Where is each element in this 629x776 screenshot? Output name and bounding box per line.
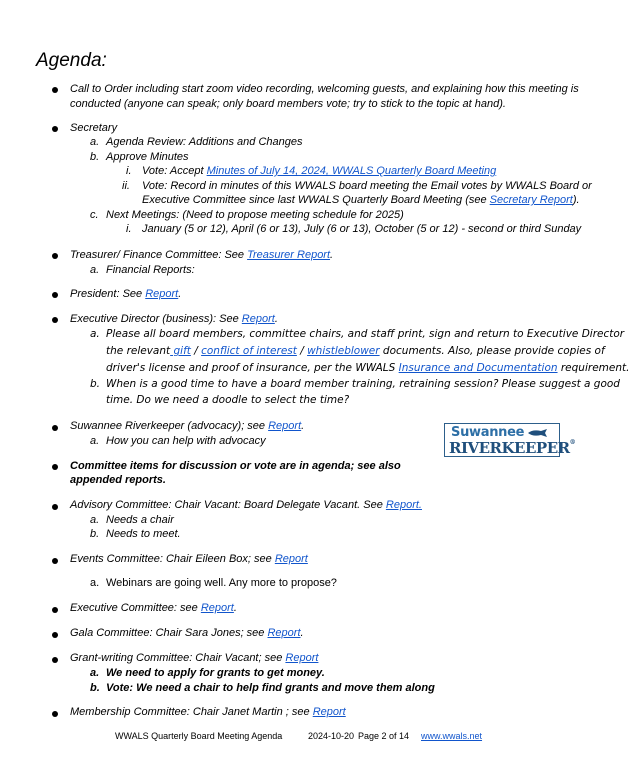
gala-report-link[interactable]: Report	[267, 627, 301, 639]
vote-accept-line	[142, 164, 496, 178]
list-marker: a.	[90, 136, 100, 148]
committee-items-line2: appended reports.	[70, 474, 166, 486]
footer-page: Page 2 of 14	[358, 731, 410, 741]
vote-record-text: Executive Committee since last WWALS Quarterly Board Meeting (see	[142, 194, 490, 206]
list-marker: a.	[90, 328, 100, 340]
punctuation: .	[300, 627, 304, 639]
secretary-report-link[interactable]: Secretary Report	[489, 194, 573, 206]
list-marker: i.	[126, 165, 132, 177]
advisory-report-link[interactable]: Report.	[385, 499, 422, 511]
registered-mark: ®	[569, 439, 576, 446]
president-line	[70, 287, 181, 301]
webinars-text: Webinars are going well. Any more to propose?	[106, 577, 337, 589]
treasurer-report-link[interactable]: Treasurer Report	[247, 249, 331, 261]
footer-title: WWALS Quarterly Board Meeting Agenda	[115, 731, 283, 741]
grant-writing-text: Grant-writing Committee: Chair Vacant; see	[70, 652, 286, 664]
documents-text: documents. Also, please provide copies of	[379, 345, 605, 357]
requirement-text: requirement.	[557, 362, 629, 374]
punctuation: .	[178, 288, 182, 300]
meeting-dates-text: January (5 or 12), April (6 or 13), July (6 or 13), October (5 or 12) - second or third Sunday	[142, 223, 582, 235]
membership-line	[70, 705, 346, 719]
logo-line2	[449, 439, 575, 457]
list-marker: a.	[90, 435, 100, 447]
logo-wordmark: RIVERKEEPER	[449, 439, 570, 457]
bullet-icon	[52, 711, 58, 717]
treasurer-text: Treasurer/ Finance Committee: See	[70, 249, 248, 261]
bullet-icon	[52, 253, 58, 259]
footer-date: 2024-10-20	[308, 731, 355, 741]
advisory-line	[70, 498, 422, 512]
executive-director-line	[70, 312, 278, 326]
vote-record-line2	[142, 193, 580, 207]
bullet-icon	[52, 425, 58, 431]
bullet-icon	[52, 126, 58, 132]
whistleblower-link[interactable]: whistleblower	[307, 345, 380, 357]
bullet-icon	[52, 558, 58, 564]
executive-director-text: Executive Director (business): See	[70, 313, 242, 325]
punctuation: .	[274, 313, 278, 325]
treasurer-line	[70, 248, 333, 262]
president-report-link[interactable]: Report	[145, 288, 179, 300]
list-marker: b.	[90, 378, 101, 390]
bullet-icon	[52, 632, 58, 638]
vote-record-line1: Vote: Record in minutes of this WWALS board meeting the Email votes by WWALS Board or	[142, 180, 592, 192]
punctuation: ).	[572, 194, 580, 206]
executive-committee-report-link[interactable]: Report	[200, 602, 234, 614]
riverkeeper-text: Suwannee Riverkeeper (advocacy); see	[70, 420, 269, 432]
grant-writing-report-link[interactable]: Report	[285, 652, 319, 664]
financial-reports-text: Financial Reports:	[106, 264, 195, 276]
punctuation: .	[330, 249, 334, 261]
list-marker: a.	[90, 264, 100, 276]
logo-line1: Suwannee	[451, 425, 525, 440]
list-marker: b.	[90, 528, 100, 540]
events-text: Events Committee: Chair Eileen Box; see	[70, 553, 275, 565]
license-text: driver's license and proof of insurance, per the WWALS	[106, 362, 399, 374]
bullet-icon	[52, 657, 58, 663]
page-title: Agenda:	[36, 50, 107, 71]
vote-accept-text: Vote: Accept	[142, 165, 207, 177]
executive-committee-line	[70, 601, 237, 615]
vote-chair-text: Vote: We need a chair to help find grants and move them along	[106, 682, 435, 694]
relevant-text: the relevant	[106, 345, 171, 357]
minutes-link[interactable]: Minutes of July 14, 2024, WWALS Quarterly Board Meeting	[206, 165, 497, 177]
list-marker: b.	[90, 151, 100, 163]
list-marker: b.	[90, 682, 100, 694]
fish-icon	[527, 429, 551, 437]
next-meetings-text: Next Meetings: (Need to propose meeting schedule for 2025)	[106, 209, 404, 221]
riverkeeper-line	[70, 419, 304, 433]
committee-items-line1: Committee items for discussion or vote are in agenda; see also	[70, 460, 401, 472]
events-report-link[interactable]: Report	[274, 553, 308, 565]
training-line1: When is a good time to have a board member training, retraining session? Please suggest a good	[106, 378, 620, 390]
approve-minutes-text: Approve Minutes	[106, 151, 189, 163]
gala-text: Gala Committee: Chair Sara Jones; see	[70, 627, 268, 639]
advisory-text: Advisory Committee: Chair Vacant: Board Delegate Vacant. See	[70, 499, 386, 511]
secretary-title: Secretary	[70, 122, 118, 134]
bullet-icon	[52, 292, 58, 298]
bullet-icon	[52, 464, 58, 470]
grant-writing-line	[70, 651, 318, 665]
executive-director-report-link[interactable]: Report	[241, 313, 275, 325]
needs-meet-text: Needs to meet.	[106, 528, 181, 540]
insurance-documentation-link[interactable]: Insurance and Documentation	[398, 362, 558, 374]
conflict-of-interest-link[interactable]: conflict of interest	[201, 345, 297, 357]
suwannee-riverkeeper-logo	[444, 423, 576, 457]
list-marker: a.	[90, 577, 100, 589]
gift-link[interactable]: gift	[170, 345, 191, 357]
call-to-order-line1: Call to Order including start zoom video recording, welcoming guests, and explaining how this meeting is	[70, 83, 579, 95]
list-marker: a.	[90, 667, 100, 679]
bullet-icon	[52, 607, 58, 613]
sign-docs-line3	[106, 361, 629, 375]
punctuation: .	[233, 602, 237, 614]
riverkeeper-report-link[interactable]: Report	[268, 420, 302, 432]
events-line	[70, 552, 308, 566]
punctuation: .	[301, 420, 305, 432]
membership-report-link[interactable]: Report	[312, 706, 346, 718]
list-marker: c.	[90, 209, 99, 221]
bullet-icon	[52, 317, 58, 323]
footer-url-link[interactable]: www.wwals.net	[421, 731, 483, 741]
separator: /	[190, 345, 202, 357]
sign-docs-line1: Please all board members, committee chairs, and staff print, sign and return to Executive Director	[106, 328, 625, 340]
president-text: President: See	[70, 288, 146, 300]
needs-chair-text: Needs a chair	[106, 514, 174, 526]
list-marker: ii.	[122, 180, 130, 192]
list-marker: i.	[126, 223, 132, 235]
sign-docs-line2	[106, 344, 605, 358]
membership-text: Membership Committee: Chair Janet Martin ; see	[70, 706, 313, 718]
training-line2: time. Do we need a doodle to select the time?	[106, 394, 350, 406]
bullet-icon	[52, 504, 58, 510]
separator: /	[296, 345, 308, 357]
gala-line	[70, 626, 304, 640]
bullet-icon	[52, 87, 58, 93]
apply-grants-text: We need to apply for grants to get money.	[106, 667, 325, 679]
executive-committee-text: Executive Committee: see	[70, 602, 201, 614]
list-marker: a.	[90, 514, 100, 526]
agenda-review-text: Agenda Review: Additions and Changes	[106, 136, 303, 148]
call-to-order-line2: conducted (anyone can speak; only board members vote; try to stick to the topic at hand).	[70, 98, 506, 110]
advocacy-text: How you can help with advocacy	[106, 435, 266, 447]
